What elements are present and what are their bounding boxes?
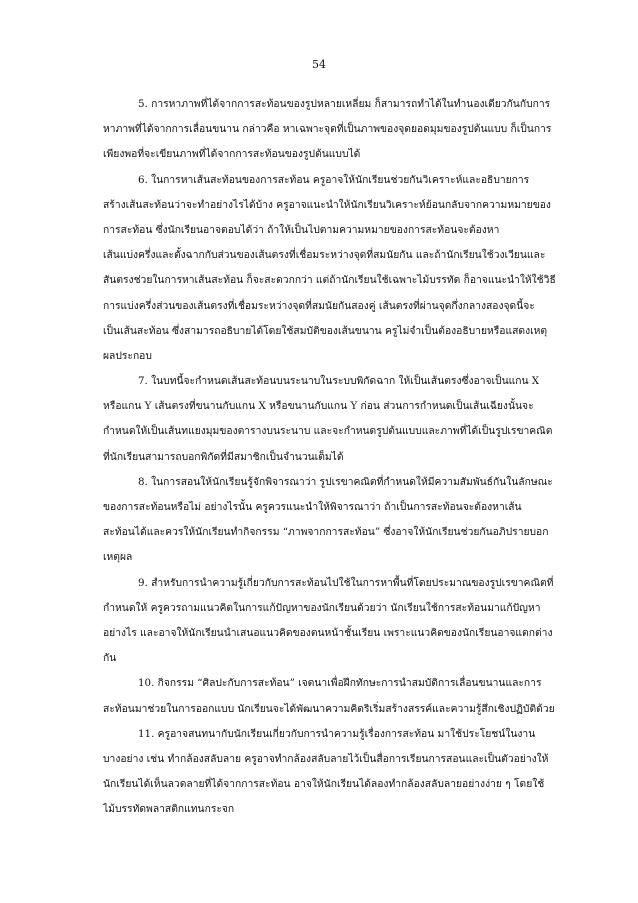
paragraph-6 [103, 168, 577, 370]
text-line: หรือแกน Y เส้นตรงที่ขนานกับแกน X หรือขนานกับแกน Y ก่อน ส่วนการกำหนดเป็นเส้นเฉียงนั้นจะ [103, 400, 534, 413]
text-line: 9. สำหรับการนำความรู้เกี่ยวกับการสะท้อนไปใช้ในการหาพื้นที่โดยประมาณของรูปเรขาคณิตที่ [138, 576, 554, 589]
text-line: การแบ่งครึ่งส่วนของเส้นตรงที่เชื่อมระหว่างจุดที่สมนัยกันสองคู่ เส้นตรงที่ผ่านจุดกึ่งกลางสองจุดนี้จะ [103, 299, 535, 312]
text-line: หาภาพที่ได้จากการเลื่อนขนาน กล่าวคือ หาเฉพาะจุดที่เป็นภาพของจุดยอดมุมของรูปต้นแบบ ก็เป็นการ [103, 123, 552, 136]
text-line: เพียงพอที่จะเขียนภาพที่ได้จากการสะท้อนของรูปต้นแบบได้ [103, 148, 361, 161]
text-line: กัน [103, 652, 117, 665]
text-line: นักเรียนได้เห็นลวดลายที่ได้จากการสะท้อน อาจให้นักเรียนได้ลองทำกล้องสลับลายอย่างง่าย ๆ โดยใช้ [103, 778, 545, 791]
text-line: 10. กิจกรรม “ศิลปะกับการสะท้อน” เจตนาเพื่อฝึกทักษะการนำสมบัติการเลื่อนขนานและการ [138, 677, 542, 690]
text-line: ที่นักเรียนสามารถบอกพิกัดที่มีสมาชิกเป็นจำนวนเต็มได้ [103, 450, 344, 463]
text-line: สะท้อนได้และควรให้นักเรียนทำกิจกรรม “ภาพจากการสะท้อน” ซึ่งอาจให้นักเรียนช่วยกันอภิปรายบอก [103, 526, 549, 539]
text-line: เหตุผล [103, 551, 133, 564]
text-line: อย่างไร และอาจให้นักเรียนนำเสนอแนวคิดของตนหน้าชั้นเรียน เพราะแนวคิดของนักเรียนอาจแตกต่าง [103, 626, 553, 639]
text-line: สันตรงช่วยในการหาเส้นสะท้อน ก็จะสะดวกกว่า แต่ถ้านักเรียนใช้เฉพาะไม้บรรทัด ก็อาจแนะนำให้ใช้วิธี [103, 274, 556, 287]
text-line: สร้างเส้นสะท้อนว่าจะทำอย่างไรได้บ้าง ครูอาจแนะนำให้นักเรียนวิเคราะห์ย้อนกลับจากความหมายของ [103, 198, 551, 211]
document-body [103, 92, 577, 822]
text-line: บางอย่าง เช่น ทำกล้องสลับลาย ครูอาจทำกล้องสลับลายไว้เป็นสื่อการเรียนการสอนและเป็นตัวอย่างให้ [103, 752, 549, 765]
paragraph-5 [103, 92, 577, 168]
text-line: 7. ในบทนี้จะกำหนดเส้นสะท้อนบนระนาบในระบบพิกัดฉาก ให้เป็นเส้นตรงซึ่งอาจเป็นแกน X [138, 375, 540, 388]
text-line: ผลประกอบ [103, 349, 152, 362]
paragraph-10 [103, 671, 577, 721]
text-line: กำหนดให้เป็นเส้นทแยงมุมของตารางบนระนาบ และจะกำหนดรูปต้นแบบและภาพที่ได้เป็นรูปเรขาคณิต [103, 425, 553, 438]
text-line: ของการสะท้อนหรือไม่ อย่างไรนั้น ครูควรแนะนำให้พิจารณาว่า ถ้าเป็นการสะท้อนจะต้องหาเส้น [103, 501, 522, 513]
text-line: กำหนดให้ ครูควรถามแนวคิดในการแก้ปัญหาของนักเรียนด้วยว่า นักเรียนใช้การสะท้อนมาแก้ปัญหา [103, 601, 541, 614]
text-line: เส้นแบ่งครึ่งและตั้งฉากกับส่วนของเส้นตรงที่เชื่อมระหว่างจุดที่สมนัยกัน และถ้านักเรียนใช้วงเวียนและ [103, 249, 546, 262]
text-line: 8. ในการสอนให้นักเรียนรู้จักพิจารณาว่า รูปเรขาคณิตที่กำหนดให้มีความสัมพันธ์กันในลักษณะ [138, 475, 553, 488]
page-number: 54 [312, 58, 326, 71]
text-line: ไม้บรรทัดพลาสติกแทนกระจก [103, 803, 235, 816]
paragraph-7 [103, 369, 577, 470]
paragraph-9 [103, 571, 577, 672]
paragraph-11 [103, 722, 577, 823]
text-line: 6. ในการหาเส้นสะท้อนของการสะท้อน ครูอาจให้นักเรียนช่วยกันวิเคราะห์และอธิบายการ [138, 173, 530, 186]
text-line: 11. ครูอาจสนทนากับนักเรียนเกี่ยวกับการนำความรู้เรื่องการสะท้อน มาใช้ประโยชน์ในงาน [138, 727, 536, 740]
text-line: เป็นเส้นสะท้อน ซึ่งสามารถอธิบายได้โดยใช้สมบัติของเส้นขนาน ครูไม่จำเป็นต้องอธิบายหรือแสดงเหตุ [103, 324, 548, 337]
text-line: สะท้อนมาช่วยในการออกแบบ นักเรียนจะได้พัฒนาความคิดริเริ่มสร้างสรรค์และความรู้สึกเชิงปฏิบัติด้วย [103, 702, 555, 715]
text-line: 5. การหาภาพที่ได้จากการสะท้อนของรูปหลายเหลี่ยม ก็สามารถทำได้ในทำนองเดียวกันกับการ [138, 98, 551, 110]
paragraph-8 [103, 470, 577, 571]
text-line: การสะท้อน ซึ่งนักเรียนอาจตอบได้ว่า ถ้าให้เป็นไปตามความหมายของการสะท้อนจะต้องหา [103, 223, 500, 236]
